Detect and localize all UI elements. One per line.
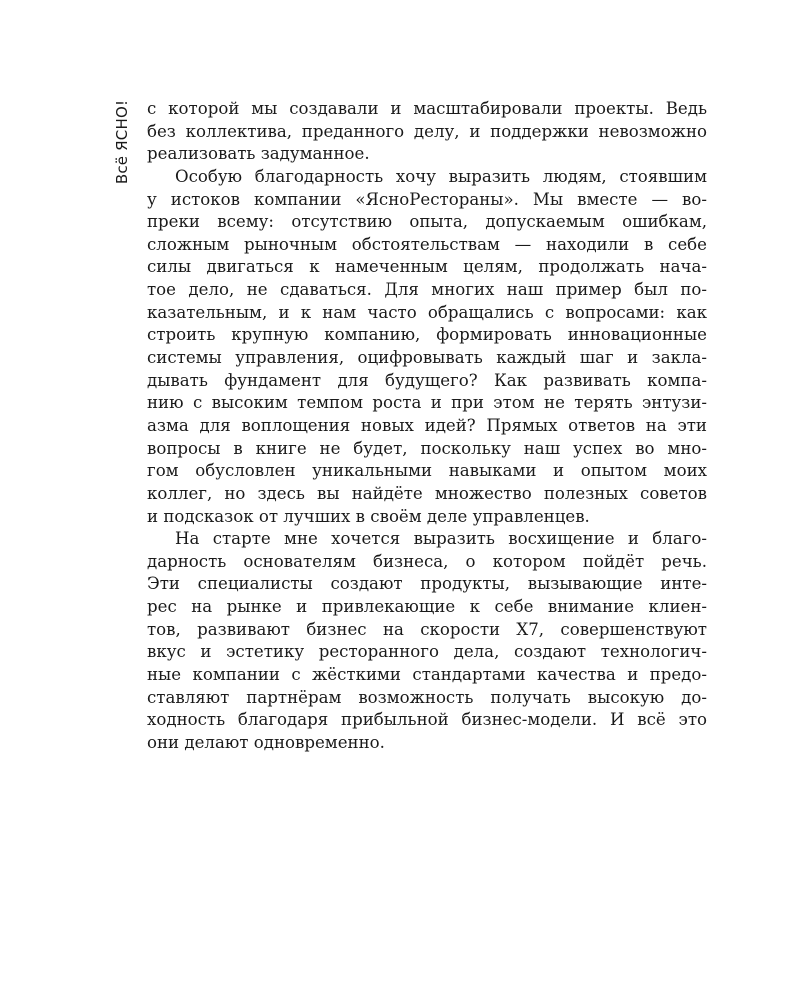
text-line: казательным, и к нам часто обращались с вопросами: как <box>147 302 707 322</box>
text-line: сложным рыночным обстоятельствам — находили в себе <box>147 234 707 254</box>
text-line: реализовать задуманное. <box>147 144 370 164</box>
text-line: азма для воплощения новых идей? Прямых ответов на эти <box>147 415 707 435</box>
text-line: Эти специалисты создают продукты, вызывающие инте- <box>147 574 707 594</box>
text-line: ходность благодаря прибыльной бизнес-модели. И всё это <box>147 710 707 730</box>
text-line: у истоков компании «ЯсноРестораны». Мы вместе — во- <box>147 189 707 209</box>
text-line: нию с высоким темпом роста и при этом не терять энтузи- <box>147 393 707 413</box>
text-line: дарность основателям бизнеса, о котором пойдёт речь. <box>147 551 707 571</box>
text-line: ставляют партнёрам возможность получать высокую до- <box>147 687 707 707</box>
text-line: и подсказок от лучших в своём деле управленцев. <box>147 506 590 526</box>
text-line: системы управления, оцифровывать каждый шаг и закла- <box>147 348 707 368</box>
running-head <box>108 99 136 185</box>
text-line: ные компании с жёсткими стандартами качества и предо- <box>147 665 707 685</box>
text-line: с которой мы создавали и масштабировали проекты. Ведь <box>147 99 707 118</box>
text-line: гом обусловлен уникальными навыками и опытом моих <box>147 461 707 481</box>
text-line: тов, развивают бизнес на скорости Х7, совершенствуют <box>147 619 707 639</box>
text-line: преки всему: отсутствию опыта, допускаемым ошибкам, <box>147 212 707 232</box>
running-head-text: Всё ЯСНО! <box>113 99 131 185</box>
text-line: строить крупную компанию, формировать инновационные <box>147 325 707 345</box>
text-line: они делают одновременно. <box>147 732 385 752</box>
text-line: коллег, но здесь вы найдёте множество полезных советов <box>147 483 707 503</box>
text-line: Особую благодарность хочу выразить людям, стоявшим <box>175 166 707 186</box>
text-line: без коллектива, преданного делу, и поддержки невозможно <box>147 121 707 141</box>
text-line: тое дело, не сдаваться. Для многих наш пример был по- <box>147 280 707 300</box>
text-line: рес на рынке и привлекающие к себе внимание клиен- <box>147 597 707 617</box>
body-text <box>147 98 707 755</box>
text-line: вопросы в книге не будет, поскольку наш успех во мно- <box>147 438 707 458</box>
text-line: силы двигаться к намеченным целям, продолжать нача- <box>147 257 707 277</box>
text-line: На старте мне хочется выразить восхищение и благо- <box>175 529 707 549</box>
text-line: вкус и эстетику ресторанного дела, создают технологич- <box>147 642 707 662</box>
text-line: дывать фундамент для будущего? Как развивать компа- <box>147 370 707 390</box>
